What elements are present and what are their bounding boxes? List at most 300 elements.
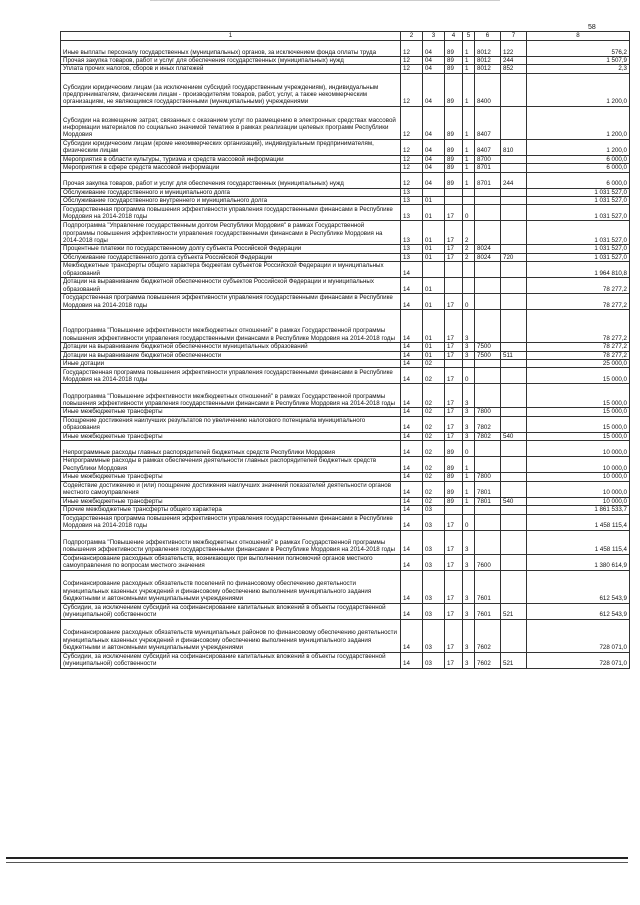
amount: 78 277,2 xyxy=(527,294,630,310)
vr xyxy=(501,343,527,351)
cs-item: 8701 xyxy=(475,172,501,188)
table-row xyxy=(61,172,630,188)
cs-program: 17 xyxy=(445,253,463,261)
rz: 14 xyxy=(401,441,423,457)
row-description: Иные межбюджетные трансферты xyxy=(61,497,401,505)
cs-subprogram xyxy=(463,278,475,294)
row-description: Подпрограмма "Повышение эффективности межбюджетных отношений" в рамках Государственной программы повышения эффективности управления государственными финансами в Республике Мордовия на 2014-2018 годы xyxy=(61,530,401,554)
row-description: Дотации на выравнивание бюджетной обеспеченности субъектов Российской Федерации и муниципальных образований xyxy=(61,278,401,294)
cs-program: 17 xyxy=(445,408,463,416)
vr xyxy=(501,530,527,554)
amount: 1 380 614,9 xyxy=(527,554,630,570)
table-row xyxy=(61,155,630,163)
cs-program xyxy=(445,360,463,368)
rz: 14 xyxy=(401,278,423,294)
cs-item xyxy=(475,205,501,221)
cs-subprogram: 0 xyxy=(463,294,475,310)
cs-program: 89 xyxy=(445,57,463,65)
row-description: Софинансирование расходных обязательств муниципальных районов по финансовому обеспечению деятельности муниципальных казенных учреждений и финансовому обеспечению выполнения муниципального задания бюджетными и автономными муниципальными учреждениями xyxy=(61,619,401,652)
cs-program: 89 xyxy=(445,73,463,106)
vr xyxy=(501,514,527,530)
column-header: 8 xyxy=(527,32,630,41)
row-description: Межбюджетные трансферты общего характера бюджетам субъектов Российской Федерации и муниципальных образований xyxy=(61,262,401,278)
scan-bottom-rule-thin xyxy=(6,862,628,863)
amount: 78 277,2 xyxy=(527,278,630,294)
table-row xyxy=(61,164,630,172)
cs-item xyxy=(475,457,501,473)
pr: 02 xyxy=(423,368,445,384)
table-row xyxy=(61,603,630,619)
cs-program: 17 xyxy=(445,603,463,619)
cs-item xyxy=(475,197,501,205)
cs-subprogram: 1 xyxy=(463,155,475,163)
table-row xyxy=(61,432,630,440)
amount: 1 031 527,0 xyxy=(527,205,630,221)
rz: 14 xyxy=(401,384,423,408)
amount: 25 000,0 xyxy=(527,360,630,368)
table-row xyxy=(61,197,630,205)
cs-subprogram: 1 xyxy=(463,473,475,481)
pr: 03 xyxy=(423,619,445,652)
cs-program: 17 xyxy=(445,570,463,603)
amount: 1 861 533,7 xyxy=(527,506,630,514)
cs-item xyxy=(475,310,501,343)
pr: 04 xyxy=(423,106,445,139)
cs-item: 8012 xyxy=(475,65,501,73)
pr: 02 xyxy=(423,457,445,473)
rz: 12 xyxy=(401,155,423,163)
cs-item xyxy=(475,294,501,310)
pr: 03 xyxy=(423,570,445,603)
cs-program: 17 xyxy=(445,368,463,384)
rz: 13 xyxy=(401,188,423,196)
column-header: 2 xyxy=(401,32,423,41)
pr xyxy=(423,188,445,196)
vr: 244 xyxy=(501,57,527,65)
row-description: Иные межбюджетные трансферты xyxy=(61,408,401,416)
cs-subprogram xyxy=(463,360,475,368)
cs-item xyxy=(475,514,501,530)
cs-program xyxy=(445,262,463,278)
cs-program: 89 xyxy=(445,473,463,481)
vr xyxy=(501,408,527,416)
pr: 04 xyxy=(423,139,445,155)
pr: 03 xyxy=(423,514,445,530)
rz: 14 xyxy=(401,360,423,368)
pr: 01 xyxy=(423,205,445,221)
rz: 14 xyxy=(401,506,423,514)
rz: 14 xyxy=(401,343,423,351)
vr xyxy=(501,619,527,652)
cs-item xyxy=(475,384,501,408)
cs-program: 17 xyxy=(445,221,463,245)
cs-program: 89 xyxy=(445,155,463,163)
cs-program: 17 xyxy=(445,245,463,253)
pr: 02 xyxy=(423,432,445,440)
vr xyxy=(501,570,527,603)
amount: 728 071,0 xyxy=(527,619,630,652)
table-row xyxy=(61,294,630,310)
column-header: 1 xyxy=(61,32,401,41)
table-row xyxy=(61,41,630,57)
cs-program: 89 xyxy=(445,139,463,155)
cs-subprogram: 1 xyxy=(463,139,475,155)
row-description: Государственная программа повышения эффективности управления государственными финансами в Республике Мордовия на 2014-2018 годы xyxy=(61,205,401,221)
amount: 1 507,9 xyxy=(527,57,630,65)
amount: 612 543,9 xyxy=(527,570,630,603)
cs-subprogram: 3 xyxy=(463,432,475,440)
rz: 14 xyxy=(401,416,423,432)
pr: 02 xyxy=(423,416,445,432)
table-row xyxy=(61,497,630,505)
rz: 14 xyxy=(401,310,423,343)
pr: 03 xyxy=(423,554,445,570)
cs-item: 7800 xyxy=(475,473,501,481)
cs-item: 7601 xyxy=(475,603,501,619)
pr: 01 xyxy=(423,253,445,261)
cs-program: 89 xyxy=(445,65,463,73)
pr: 04 xyxy=(423,155,445,163)
rz: 14 xyxy=(401,432,423,440)
row-description: Субсидии юридическим лицам (за исключением субсидий государственным учреждениям), индивидуальным предпринимателям, физическим лицам - производителям товаров, работ, услуг, а также некоммерческим организациям, не являющимся государственными (муниципальными) учреждениями xyxy=(61,73,401,106)
table-row xyxy=(61,506,630,514)
cs-item: 7801 xyxy=(475,481,501,497)
cs-item xyxy=(475,368,501,384)
rz: 12 xyxy=(401,65,423,73)
vr: 540 xyxy=(501,497,527,505)
pr: 01 xyxy=(423,197,445,205)
amount: 10 000,0 xyxy=(527,473,630,481)
page-number: 58 xyxy=(588,24,596,31)
cs-item: 8024 xyxy=(475,245,501,253)
rz: 14 xyxy=(401,457,423,473)
table-row xyxy=(61,360,630,368)
cs-item: 7602 xyxy=(475,619,501,652)
vr: 810 xyxy=(501,139,527,155)
table-row xyxy=(61,481,630,497)
cs-program: 89 xyxy=(445,41,463,57)
rz: 13 xyxy=(401,253,423,261)
row-description: Софинансирование расходных обязательств поселений по финансовому обеспечению деятельности муниципальных казенных учреждений и финансовому обеспечению выполнения муниципального задания бюджетными и автономными муниципальными учреждениями xyxy=(61,570,401,603)
cs-item: 8407 xyxy=(475,139,501,155)
cs-subprogram: 2 xyxy=(463,221,475,245)
cs-subprogram: 1 xyxy=(463,457,475,473)
table-row xyxy=(61,106,630,139)
vr xyxy=(501,221,527,245)
cs-program: 17 xyxy=(445,294,463,310)
row-description: Непрограммные расходы главных распорядителей бюджетных средств Республики Мордовия xyxy=(61,441,401,457)
amount: 78 277,2 xyxy=(527,310,630,343)
amount: 10 000,0 xyxy=(527,481,630,497)
cs-item: 7601 xyxy=(475,570,501,603)
column-header: 4 xyxy=(445,32,463,41)
row-description: Государственная программа повышения эффективности управления государственными финансами в Республике Мордовия на 2014-2018 годы xyxy=(61,514,401,530)
amount: 1 031 527,0 xyxy=(527,245,630,253)
row-description: Непрограммные расходы в рамках обеспечения деятельности главных распорядителей бюджетных средств Республики Мордовия xyxy=(61,457,401,473)
vr xyxy=(501,554,527,570)
cs-program: 89 xyxy=(445,164,463,172)
cs-item: 8407 xyxy=(475,106,501,139)
cs-program: 17 xyxy=(445,530,463,554)
cs-item: 7802 xyxy=(475,416,501,432)
cs-program xyxy=(445,278,463,294)
rz: 14 xyxy=(401,530,423,554)
column-header: 6 xyxy=(475,32,501,41)
cs-program: 17 xyxy=(445,205,463,221)
row-description: Субсидии на возмещение затрат, связанных с оказанием услуг по размещению в электронных средствах массовой информации материалов по социально значимой тематике в рамках реализации целевых программ Республики Мордовия xyxy=(61,106,401,139)
table-row xyxy=(61,278,630,294)
table-row xyxy=(61,245,630,253)
vr xyxy=(501,481,527,497)
rz: 12 xyxy=(401,164,423,172)
row-description: Прочая закупка товаров, работ и услуг для обеспечения государственных (муниципальных) нужд xyxy=(61,57,401,65)
rz: 13 xyxy=(401,221,423,245)
vr xyxy=(501,294,527,310)
rz: 14 xyxy=(401,554,423,570)
cs-subprogram: 0 xyxy=(463,368,475,384)
cs-program: 89 xyxy=(445,481,463,497)
vr: 244 xyxy=(501,172,527,188)
pr: 03 xyxy=(423,603,445,619)
rz: 14 xyxy=(401,481,423,497)
table-row xyxy=(61,384,630,408)
amount: 1 200,0 xyxy=(527,73,630,106)
amount: 6 000,0 xyxy=(527,155,630,163)
pr xyxy=(423,262,445,278)
rz: 13 xyxy=(401,197,423,205)
cs-item: 7500 xyxy=(475,351,501,359)
cs-program: 89 xyxy=(445,441,463,457)
pr: 01 xyxy=(423,221,445,245)
amount: 1 200,0 xyxy=(527,106,630,139)
rz: 14 xyxy=(401,619,423,652)
table-row xyxy=(61,253,630,261)
cs-item: 8012 xyxy=(475,57,501,65)
cs-subprogram: 0 xyxy=(463,205,475,221)
cs-subprogram: 1 xyxy=(463,57,475,65)
row-description: Содействие достижению и (или) поощрение достижения наилучших значений показателей деятельности органов местного самоуправления xyxy=(61,481,401,497)
cs-item: 8012 xyxy=(475,41,501,57)
vr xyxy=(501,473,527,481)
vr xyxy=(501,441,527,457)
amount: 10 000,0 xyxy=(527,497,630,505)
cs-subprogram xyxy=(463,262,475,278)
table-row xyxy=(61,554,630,570)
vr: 511 xyxy=(501,351,527,359)
rz: 14 xyxy=(401,408,423,416)
table-row xyxy=(61,351,630,359)
pr: 02 xyxy=(423,481,445,497)
cs-item: 8701 xyxy=(475,164,501,172)
amount: 1 458 115,4 xyxy=(527,530,630,554)
cs-program: 17 xyxy=(445,554,463,570)
cs-program: 17 xyxy=(445,343,463,351)
rz: 12 xyxy=(401,106,423,139)
cs-item: 7802 xyxy=(475,432,501,440)
rz: 12 xyxy=(401,41,423,57)
vr xyxy=(501,457,527,473)
amount: 1 031 527,0 xyxy=(527,221,630,245)
cs-subprogram xyxy=(463,188,475,196)
table-row xyxy=(61,473,630,481)
row-description: Дотации на выравнивание бюджетной обеспеченности xyxy=(61,351,401,359)
table-row xyxy=(61,416,630,432)
row-description: Обслуживание государственного долга субъекта Российской Федерации xyxy=(61,253,401,261)
pr: 04 xyxy=(423,172,445,188)
row-description: Государственная программа повышения эффективности управления государственными финансами в Республике Мордовия на 2014-2018 годы xyxy=(61,294,401,310)
cs-program: 89 xyxy=(445,497,463,505)
pr: 02 xyxy=(423,473,445,481)
row-description: Обслуживание государственного и муниципального долга xyxy=(61,188,401,196)
cs-program: 17 xyxy=(445,619,463,652)
column-header: 3 xyxy=(423,32,445,41)
table-row xyxy=(61,310,630,343)
table-row xyxy=(61,652,630,668)
row-description: Мероприятия в области культуры, туризма и средств массовой информации xyxy=(61,155,401,163)
vr xyxy=(501,360,527,368)
vr: 852 xyxy=(501,65,527,73)
cs-item: 7600 xyxy=(475,554,501,570)
vr xyxy=(501,416,527,432)
amount: 1 031 527,0 xyxy=(527,197,630,205)
vr xyxy=(501,384,527,408)
amount: 6 000,0 xyxy=(527,164,630,172)
cs-program xyxy=(445,197,463,205)
vr xyxy=(501,506,527,514)
cs-subprogram: 3 xyxy=(463,310,475,343)
cs-program: 17 xyxy=(445,310,463,343)
vr: 521 xyxy=(501,652,527,668)
cs-subprogram: 3 xyxy=(463,351,475,359)
amount: 15 000,0 xyxy=(527,416,630,432)
table-row xyxy=(61,343,630,351)
cs-program: 89 xyxy=(445,172,463,188)
row-description: Обслуживание государственного внутреннего и муниципального долга xyxy=(61,197,401,205)
cs-program: 17 xyxy=(445,384,463,408)
pr: 01 xyxy=(423,351,445,359)
pr: 03 xyxy=(423,506,445,514)
cs-subprogram: 1 xyxy=(463,172,475,188)
pr: 04 xyxy=(423,73,445,106)
row-description: Софинансирование расходных обязательств, возникающих при выполнении полномочий органов местного самоуправления по вопросам местного значения xyxy=(61,554,401,570)
row-description: Субсидии юридическим лицам (кроме некоммерческих организаций), индивидуальным предпринимателям, физическим лицам xyxy=(61,139,401,155)
cs-item xyxy=(475,188,501,196)
vr xyxy=(501,310,527,343)
table-row xyxy=(61,530,630,554)
cs-program: 17 xyxy=(445,652,463,668)
vr xyxy=(501,73,527,106)
table-row xyxy=(61,619,630,652)
pr: 02 xyxy=(423,497,445,505)
cs-subprogram: 3 xyxy=(463,343,475,351)
cs-program: 17 xyxy=(445,432,463,440)
vr xyxy=(501,278,527,294)
vr xyxy=(501,205,527,221)
rz: 14 xyxy=(401,351,423,359)
pr: 02 xyxy=(423,360,445,368)
vr xyxy=(501,188,527,196)
rz: 14 xyxy=(401,514,423,530)
rz: 14 xyxy=(401,497,423,505)
cs-subprogram: 3 xyxy=(463,408,475,416)
cs-subprogram: 0 xyxy=(463,441,475,457)
cs-item: 8024 xyxy=(475,253,501,261)
cs-subprogram: 1 xyxy=(463,41,475,57)
rz: 12 xyxy=(401,57,423,65)
amount: 15 000,0 xyxy=(527,368,630,384)
row-description: Подпрограмма "Повышение эффективности межбюджетных отношений" в рамках Государственной программы повышения эффективности управления государственными финансами в Республике Мордовия на 2014-2018 годы xyxy=(61,310,401,343)
amount: 1 031 527,0 xyxy=(527,188,630,196)
cs-item xyxy=(475,530,501,554)
vr xyxy=(501,262,527,278)
cs-program: 17 xyxy=(445,514,463,530)
amount: 15 000,0 xyxy=(527,384,630,408)
amount: 1 200,0 xyxy=(527,139,630,155)
table-row xyxy=(61,441,630,457)
row-description: Субсидии, за исключением субсидий на софинансирование капитальных вложений в объекты государственной (муниципальной) собственности xyxy=(61,652,401,668)
pr: 04 xyxy=(423,41,445,57)
rz: 14 xyxy=(401,262,423,278)
pr: 02 xyxy=(423,384,445,408)
cs-program: 89 xyxy=(445,457,463,473)
cs-item: 7800 xyxy=(475,408,501,416)
cs-subprogram xyxy=(463,197,475,205)
cs-subprogram: 1 xyxy=(463,106,475,139)
cs-program: 17 xyxy=(445,351,463,359)
cs-item xyxy=(475,506,501,514)
cs-item xyxy=(475,441,501,457)
rz: 14 xyxy=(401,368,423,384)
amount: 728 071,0 xyxy=(527,652,630,668)
row-description: Иные межбюджетные трансферты xyxy=(61,432,401,440)
rz: 14 xyxy=(401,570,423,603)
pr: 04 xyxy=(423,164,445,172)
cs-subprogram: 3 xyxy=(463,603,475,619)
cs-subprogram xyxy=(463,506,475,514)
pr: 02 xyxy=(423,408,445,416)
vr xyxy=(501,164,527,172)
cs-program: 17 xyxy=(445,416,463,432)
rz: 14 xyxy=(401,652,423,668)
pr: 02 xyxy=(423,441,445,457)
cs-program: 89 xyxy=(445,106,463,139)
vr: 540 xyxy=(501,432,527,440)
amount: 15 000,0 xyxy=(527,408,630,416)
cs-subprogram: 2 xyxy=(463,253,475,261)
amount: 1 031 527,0 xyxy=(527,253,630,261)
pr: 01 xyxy=(423,278,445,294)
cs-subprogram: 1 xyxy=(463,73,475,106)
row-description: Мероприятия в сфере средств массовой информации xyxy=(61,164,401,172)
cs-subprogram: 1 xyxy=(463,497,475,505)
amount: 1 964 810,8 xyxy=(527,262,630,278)
row-description: Поощрение достижения наилучших результатов по увеличению налогового потенциала муниципального образования xyxy=(61,416,401,432)
vr: 521 xyxy=(501,603,527,619)
table-row xyxy=(61,368,630,384)
table-row xyxy=(61,408,630,416)
vr xyxy=(501,197,527,205)
cs-subprogram: 2 xyxy=(463,245,475,253)
rz: 12 xyxy=(401,73,423,106)
table-row xyxy=(61,65,630,73)
budget-table xyxy=(60,31,630,669)
rz: 14 xyxy=(401,294,423,310)
table-row xyxy=(61,73,630,106)
vr xyxy=(501,155,527,163)
row-description: Подпрограмма "Повышение эффективности межбюджетных отношений" в рамках Государственной программы повышения эффективности управления государственными финансами в Республике Мордовия на 2014-2018 годы xyxy=(61,384,401,408)
vr xyxy=(501,106,527,139)
cs-subprogram: 3 xyxy=(463,416,475,432)
